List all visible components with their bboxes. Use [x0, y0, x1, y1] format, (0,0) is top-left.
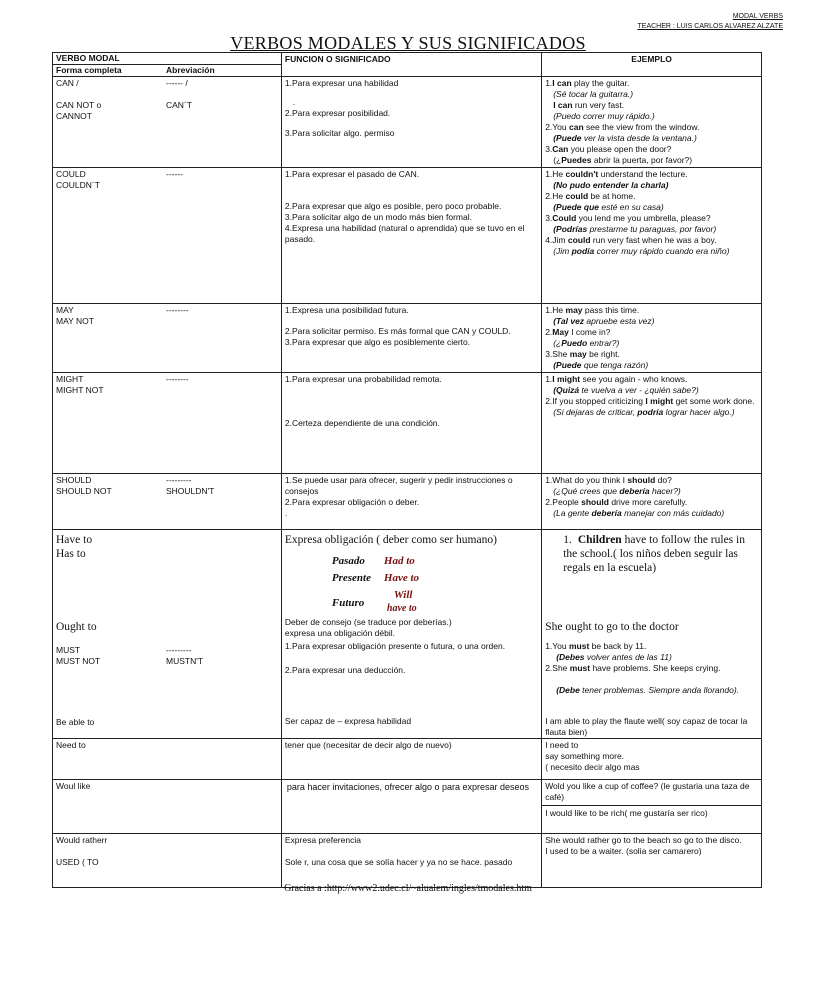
- function-text: 3.Para solicitar algo de un modo más bien formal.: [284, 212, 472, 222]
- example-text: 2.He could be at home.: [545, 191, 636, 201]
- example-text: 1.He may pass this time.: [545, 305, 640, 315]
- function-text: 1.Para expresar una probabilidad remota.: [284, 374, 442, 384]
- verb-may: MAY: [56, 305, 74, 315]
- example-translation: (No pudo entender la charla): [553, 180, 669, 190]
- verb-need-to: Need to: [56, 740, 86, 750]
- function-text: .: [284, 508, 288, 518]
- verb-have-to: Have to: [56, 534, 93, 546]
- modal-verbs-table: [52, 52, 762, 888]
- table-row-have-to: [53, 530, 762, 739]
- example-translation: (¿Puedo entrar?): [553, 338, 620, 348]
- function-text: 1.Para expresar una habilidad: [284, 78, 399, 88]
- source-footer: Gracias a :http://www2.udec.cl/~alualem/ingles/tmodales.htm: [284, 883, 532, 894]
- verb-might: MIGHT: [56, 374, 84, 384]
- verb-cannot-2: CANNOT: [56, 111, 92, 121]
- verb-must: MUST: [56, 645, 81, 655]
- abbr-could: ------: [166, 169, 183, 179]
- col-header-example: EJEMPLO: [631, 54, 672, 64]
- example-translation: (¿Puedes abrir la puerta, por favor?): [553, 155, 693, 165]
- table-row-should: [53, 474, 762, 530]
- col-header-full: Forma completa: [56, 65, 122, 75]
- example-text: I need to: [545, 740, 579, 750]
- verb-would-rather: Would ratherr: [56, 835, 108, 845]
- example-text: She ought to go to the doctor: [545, 621, 679, 633]
- function-text: 2.Para expresar obligación o deber.: [284, 497, 420, 507]
- function-text: 1.Para expresar el pasado de CAN.: [284, 169, 420, 179]
- example-text: Wold you like a cup of coffee? (le gustaria una taza de café): [542, 781, 761, 806]
- doc-label: MODAL VERBS: [732, 13, 783, 20]
- function-text: para hacer invitaciones, ofrecer algo o para expresar deseos: [286, 782, 530, 792]
- example-text: 3.Could you lend me you umbrella, please?: [545, 213, 711, 223]
- verb-cannot: CAN NOT o: [56, 100, 102, 110]
- example-text: 2.People should drive more carefully.: [545, 497, 688, 507]
- example-text: say something more.: [545, 751, 625, 761]
- verb-used-to: USED ( TO: [56, 857, 99, 867]
- verb-would-like: Woul like: [56, 781, 91, 791]
- example-translation: (Puedo correr muy rápido.): [553, 111, 655, 121]
- verb-may-not: MAY NOT: [56, 316, 94, 326]
- example-translation: (Tal vez apruebe esta vez): [553, 316, 655, 326]
- col-header-modal: VERBO MODAL: [53, 53, 281, 65]
- table-row-may: [53, 304, 762, 373]
- table-row-could: [53, 168, 762, 304]
- verb-should-not: SHOULD NOT: [56, 486, 112, 496]
- example-text: 1. Children have to follow the rules in the school.( los niños deben seguir las regals en la escuela): [563, 534, 745, 574]
- abbr-might: --------: [166, 374, 189, 384]
- function-text: 3.Para solicitar algo. permiso: [284, 128, 395, 138]
- example-text: 3.She may be right.: [545, 349, 620, 359]
- example-text: I am able to play the flaute well( soy capaz de tocar la flauta bien): [545, 716, 748, 737]
- example-text: 1.You must be back by 11.: [545, 641, 647, 651]
- function-text: 2.Para expresar que algo es posible, pero poco probable.: [284, 201, 502, 211]
- example-translation: (Debe tener problemas. Siempre anda llorando).: [556, 685, 740, 695]
- function-text: Expresa preferencia: [284, 835, 361, 845]
- abbr-may: --------: [166, 305, 189, 315]
- example-text: 1.What do you think I should do?: [545, 475, 672, 485]
- example-translation: (Puede que esté en su casa): [553, 202, 664, 212]
- function-text: 2.Para expresar una deducción.: [284, 665, 406, 675]
- function-text: tener que (necesitar de decir algo de nuevo): [284, 740, 452, 750]
- table-header-row: [53, 53, 762, 77]
- teacher-name: TEACHER : LUIS CARLOS ALVAREZ ALZATE: [637, 23, 783, 30]
- function-text: 2.Para solicitar permiso. Es más formal que CAN y COULD.: [284, 326, 511, 336]
- col-header-abbr: Abreviación: [166, 65, 215, 75]
- example-translation: (Sé tocar la guitarra.): [553, 89, 634, 99]
- document-header: [638, 12, 784, 32]
- example-translation: (La gente debería manejar con más cuidado): [553, 508, 725, 518]
- table-row-need-to: [53, 739, 762, 780]
- table-row-might: [53, 373, 762, 474]
- example-text: I used to be a waiter. (solia ser camarero): [545, 846, 702, 856]
- verb-be-able-to: Be able to: [56, 717, 95, 727]
- example-translation: (Si dejaras de criticar, podría lograr hacer algo.): [553, 407, 735, 417]
- function-text: 4.Expresa una habilidad (natural o aprendida) que se tuvo en el pasado.: [284, 223, 525, 244]
- verb-should: SHOULD: [56, 475, 92, 485]
- verb-has-to: Has to: [56, 548, 86, 560]
- verb-might-not: MIGHT NOT: [56, 385, 104, 395]
- example-text: ( necesito decir algo mas: [545, 762, 640, 772]
- function-text: 2.Para expresar posibilidad.: [284, 108, 391, 118]
- example-text: 1.I can play the guitar.: [545, 78, 630, 88]
- function-text: Ser capaz de – expresa habilidad: [284, 716, 412, 726]
- function-text: 1.Expresa una posibilidad futura.: [284, 305, 409, 315]
- abbr-should: ---------: [166, 475, 192, 485]
- function-text: 3.Para expresar que algo es posiblemente cierto.: [284, 337, 471, 347]
- example-text: I would like to be rich( me gustaría ser rico): [545, 808, 708, 818]
- example-text: 1.I might see you again - who knows.: [545, 374, 688, 384]
- function-text: Sole r, una cosa que se solía hacer y ya no se hace. pasado: [284, 857, 513, 867]
- abbr-mustnt: MUSTN'T: [166, 656, 204, 666]
- example-text: I can run very fast.: [553, 100, 625, 110]
- abbr-must: ---------: [166, 645, 192, 655]
- tense-table: Pasado Had to Presente Have to Futuro Will have to: [331, 555, 420, 614]
- example-text: 2.She must have problems. She keeps crying.: [545, 663, 721, 673]
- table-row-would-like: [53, 780, 762, 834]
- abbr-can: ------ /: [166, 78, 188, 88]
- col-header-function: FUNCION O SIGNIFICADO: [284, 54, 391, 64]
- function-text: expresa una obligación débil.: [284, 628, 395, 638]
- example-translation: (Podrías prestarme tu paraguas, por favor): [553, 224, 717, 234]
- function-text: .: [292, 97, 296, 107]
- verb-could: COULD: [56, 169, 86, 179]
- example-text: 2.If you stopped criticizing I might get some work done.: [545, 396, 755, 406]
- verb-can: CAN /: [56, 78, 79, 88]
- abbr-cant: CAN´T: [166, 100, 192, 110]
- example-text: 2.May I come in?: [545, 327, 611, 337]
- example-translation: (¿Qué crees que debería hacer?): [553, 486, 681, 496]
- page-title: VERBOS MODALES Y SUS SIGNIFICADOS: [230, 33, 586, 53]
- example-translation: (Jim podía correr muy rápido cuando era niño): [553, 246, 730, 256]
- example-text: 4.Jim could run very fast when he was a boy.: [545, 235, 717, 245]
- example-text: She would rather go to the beach so go to the disco.: [545, 835, 742, 845]
- function-text: 1.Se puede usar para ofrecer, sugerir y pedir instrucciones o consejos: [284, 475, 513, 496]
- example-translation: (Puede que tenga razón): [553, 360, 649, 370]
- function-text: Expresa obligación ( deber como ser humano): [284, 534, 497, 546]
- verb-couldnt: COULDN´T: [56, 180, 100, 190]
- example-text: 1.He couldn't understand the lecture.: [545, 169, 688, 179]
- example-translation: (Puede ver la vista desde la ventana.): [553, 133, 697, 143]
- example-translation: (Quizá te vuelva a ver - ¿quién sabe?): [553, 385, 699, 395]
- abbr-shouldnt: SHOULDN'T: [166, 486, 215, 496]
- function-text: 2.Certeza dependiente de una condición.: [284, 418, 440, 428]
- verb-must-not: MUST NOT: [56, 656, 101, 666]
- example-translation: (Debes volver antes de las 11): [556, 652, 672, 662]
- function-text: 1.Para expresar obligación presente o futura, o una orden.: [284, 641, 506, 651]
- example-text: 3.Can you please open the door?: [545, 144, 672, 154]
- function-text: Deber de consejo (se traduce por deberías.): [284, 617, 452, 627]
- verb-ought-to: Ought to: [56, 621, 97, 633]
- table-row-would-rather: [53, 834, 762, 888]
- table-row-can: [53, 77, 762, 168]
- example-text: 2.You can see the view from the window.: [545, 122, 700, 132]
